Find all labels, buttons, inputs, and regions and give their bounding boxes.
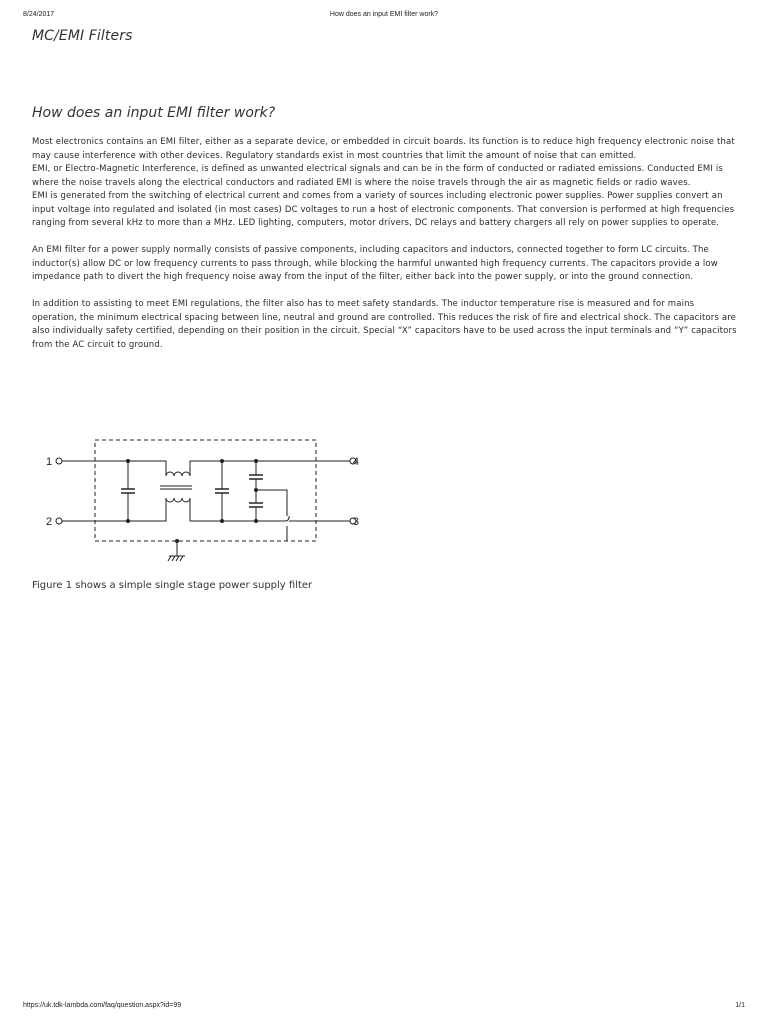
paragraph-safety-standards: In addition to assisting to meet EMI regulations, the filter also has to meet safety standards. The inductor temperature rise is measured and for mains operation, the minimum electrical spacing between line, neutral and ground are controlled. This reduces the risk of fire and electrical shock. The capacitors are also individually safety certified, depending on their position in the circuit. Special “X” capacitors have to be used across the input terminals and “Y” capacitors from the AC circuit to ground. (32, 299, 737, 350)
terminal-label-1: 1 (46, 456, 53, 468)
terminal-2 (56, 518, 62, 524)
terminal-label-4: 4 (352, 456, 359, 468)
emi-filter-schematic (40, 434, 360, 574)
figure-caption: Figure 1 shows a simple single stage power supply filter (32, 580, 313, 591)
terminal-1 (56, 458, 62, 464)
footer-page-number: 1/1 (735, 1002, 745, 1009)
site-title: MC/EMI Filters (32, 28, 133, 44)
paragraph-filter-components: An EMI filter for a power supply normally consists of passive components, including capacitors and inductors, connected together to form LC circuits. The inductor(s) allow DC or low frequency currents to pass through, while blocking the harmful unwanted high frequency currents. The capacitors provide a low impedance path to divert the high frequency noise away from the input of the filter, either back into the power supply, or into the ground connection. (32, 245, 718, 282)
paragraph-emi-definition: EMI, or Electro-Magnetic Interference, is defined as unwanted electrical signals and can be in the form of conducted or radiated emissions. Conducted EMI is where the noise travels along the electrical conductors and radiated EMI is where the noise travels through the air as magnetic fields or radio waves. (32, 164, 724, 188)
terminal-label-2: 2 (46, 516, 53, 528)
paragraph-intro: Most electronics contains an EMI filter, either as a separate device, or embedded in circuit boards. Its function is to reduce high frequency electronic noise that may cause interference with other devices. Regulatory standards exist in most countries that limit the amount of noise that can emitted. (32, 137, 735, 161)
footer-url: https://uk.tdk-lambda.com/faq/question.aspx?id=99 (23, 1002, 182, 1009)
paragraph-emi-sources: EMI is generated from the switching of electrical current and comes from a variety of sources including electronic power supplies. Power supplies convert an input voltage into regulated and isolated (in most cases) DC voltages to run a host of electronic components. That conversion is performed at high frequencies ranging from several kHz to more than a MHz. LED lighting, computers, motor drivers, DC relays and battery chargers all rely on power supplies to operate. (32, 191, 735, 228)
article-title: How does an input EMI filter work? (32, 105, 276, 121)
article-body (32, 136, 742, 366)
header-document-title: How does an input EMI filter work? (329, 11, 439, 18)
header-date: 8/24/2017 (23, 11, 55, 18)
terminal-label-3: 3 (352, 516, 359, 528)
